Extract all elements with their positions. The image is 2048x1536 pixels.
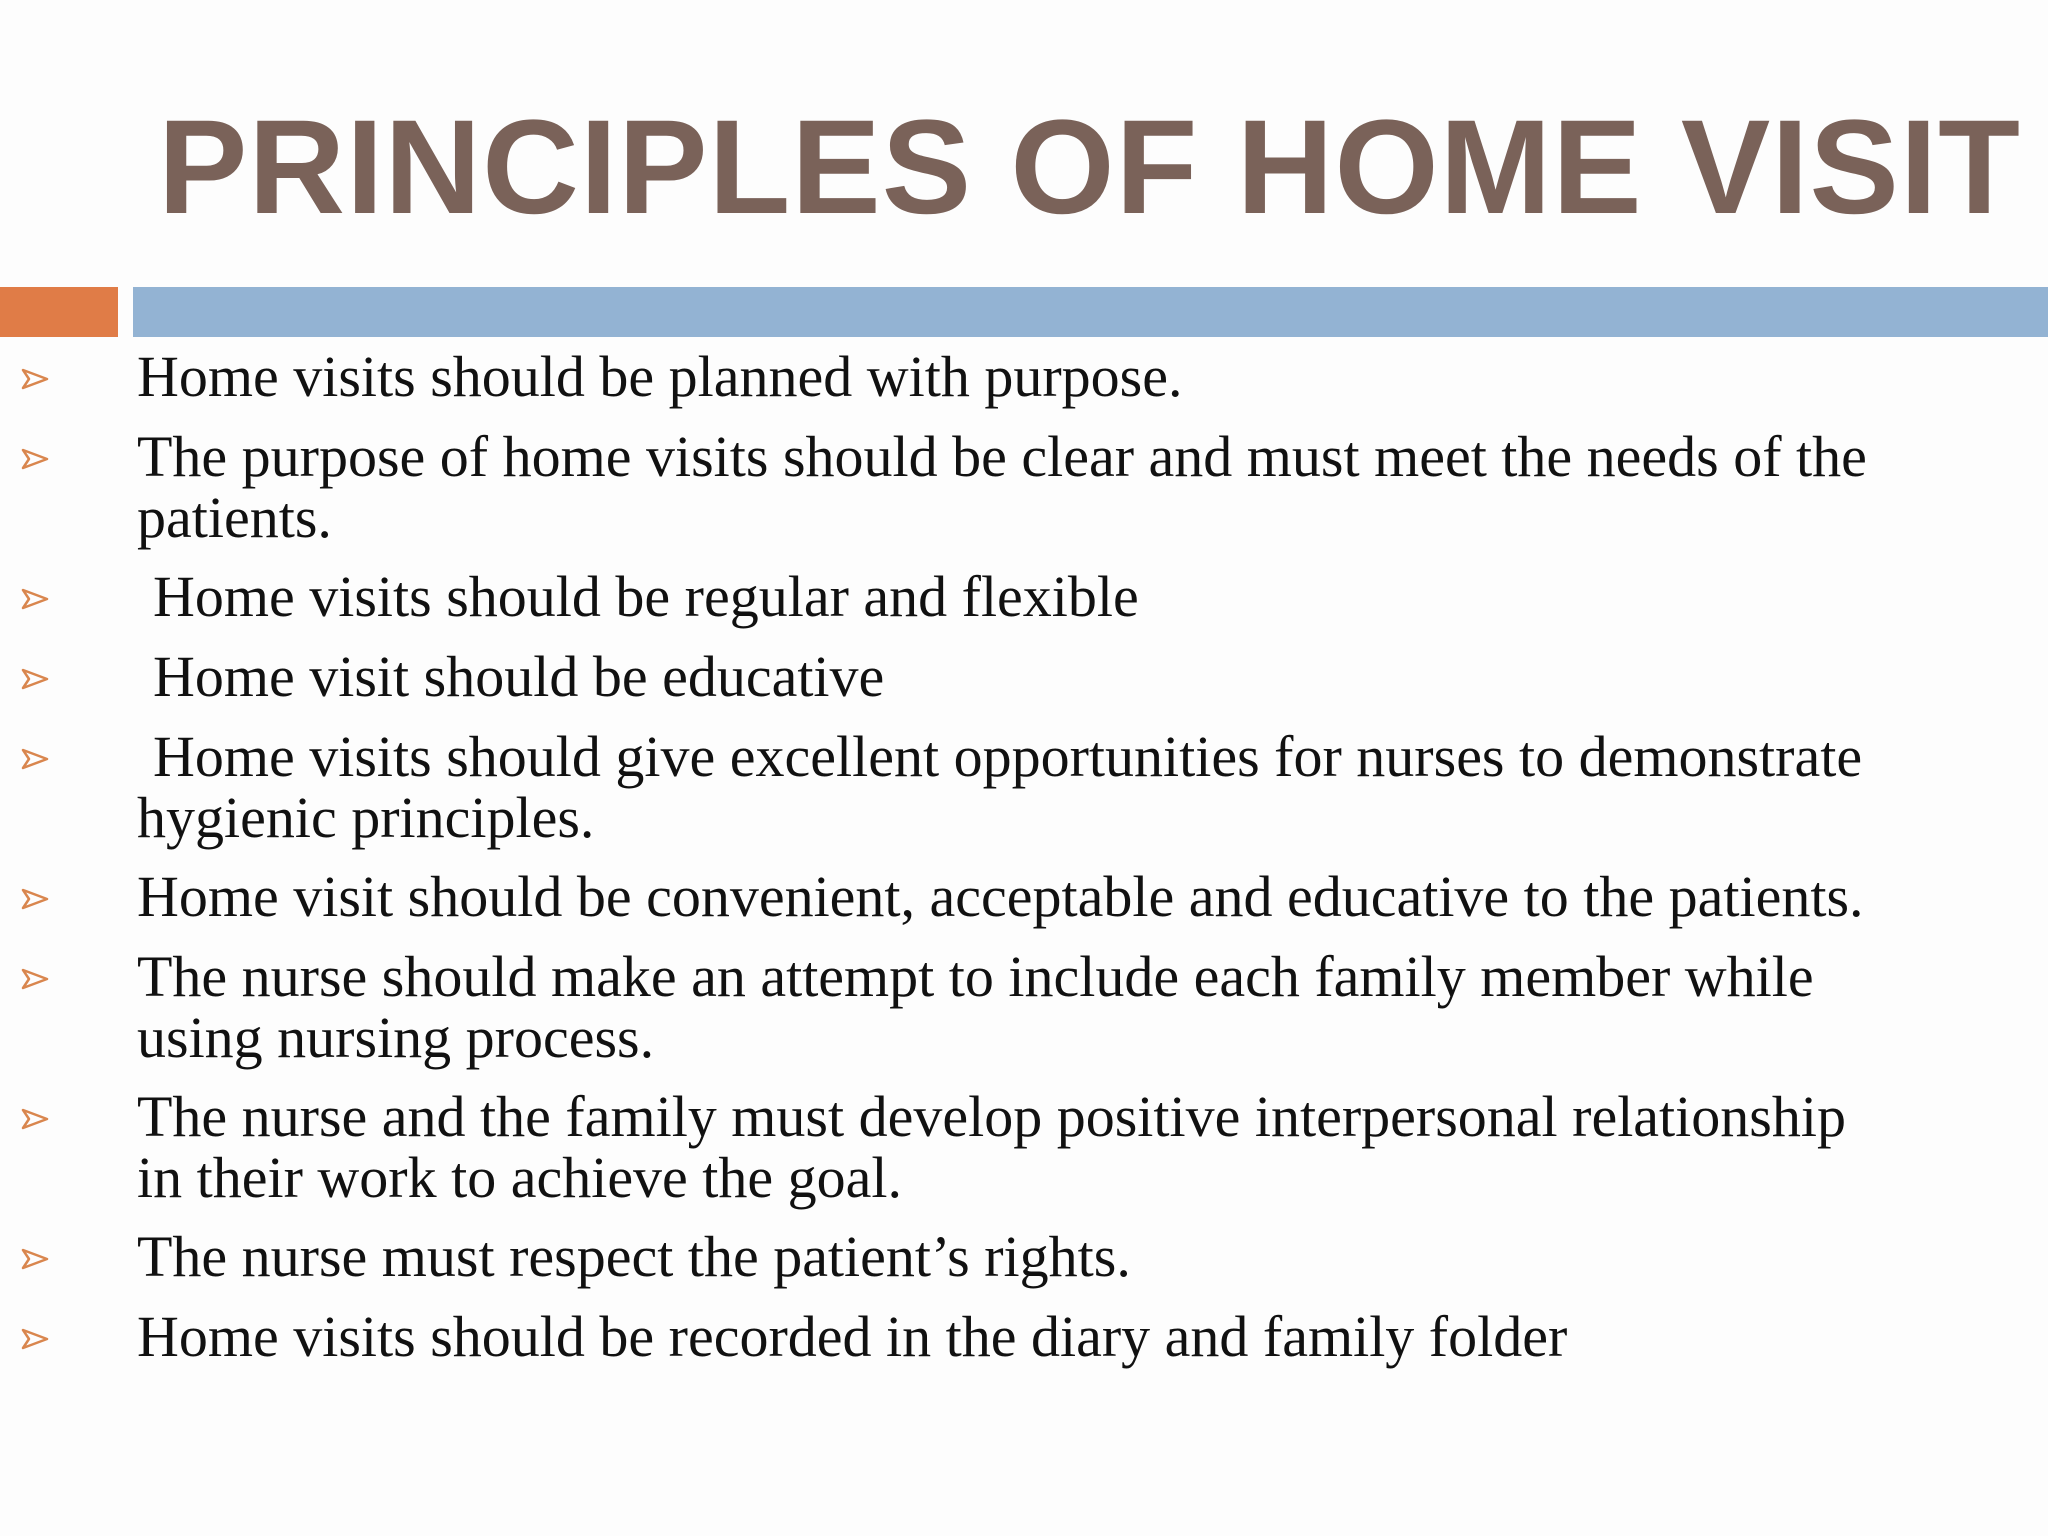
arrowhead-bullet-icon: [20, 364, 50, 394]
bullet-text: [137, 646, 2032, 707]
bullet-line: hygienic principles.: [137, 785, 595, 850]
arrowhead-bullet-icon: [20, 444, 50, 474]
arrowhead-bullet-icon: [20, 584, 50, 614]
bullet-text: [137, 866, 2032, 927]
bullet-line: The nurse must respect the patient’s rights.: [137, 1224, 1131, 1289]
bullet-line: patients.: [137, 485, 332, 550]
bullet-text: [137, 946, 2032, 1068]
arrowhead-bullet-icon: [20, 1104, 50, 1134]
bullet-line: The purpose of home visits should be clear and must meet the needs of the: [137, 424, 1867, 489]
arrowhead-bullet-icon: [20, 1244, 50, 1274]
bullet-text: [137, 346, 2032, 407]
bullet-line: using nursing process.: [137, 1005, 655, 1070]
arrowhead-bullet-icon: [20, 884, 50, 914]
slide-title: PRINCIPLES OF HOME VISIT: [158, 93, 2021, 242]
bullet-line: Home visit should be educative: [153, 644, 885, 709]
bullet-text: [137, 726, 2032, 848]
arrowhead-bullet-icon: [20, 1324, 50, 1354]
arrowhead-bullet-icon: [20, 744, 50, 774]
bullet-line: Home visit should be convenient, acceptable and educative to the patients.: [137, 864, 1864, 929]
bullet-line: Home visits should give excellent opportunities for nurses to demonstrate: [153, 724, 1863, 789]
bullet-line: in their work to achieve the goal.: [137, 1145, 903, 1210]
bullet-text: [137, 426, 2032, 548]
arrowhead-bullet-icon: [20, 964, 50, 994]
bullet-text: [137, 1306, 2032, 1367]
bullet-line: Home visits should be regular and flexible: [153, 564, 1139, 629]
bullet-line: Home visits should be recorded in the diary and family folder: [137, 1304, 1568, 1369]
bullet-text: [137, 1086, 2032, 1208]
bullet-text: [137, 1226, 2032, 1287]
bullet-line: The nurse should make an attempt to include each family member while: [137, 944, 1814, 1009]
bullet-line: Home visits should be planned with purpose.: [137, 344, 1183, 409]
bullet-text: [137, 566, 2032, 627]
arrowhead-bullet-icon: [20, 664, 50, 694]
bullet-line: The nurse and the family must develop positive interpersonal relationship: [137, 1084, 1846, 1149]
